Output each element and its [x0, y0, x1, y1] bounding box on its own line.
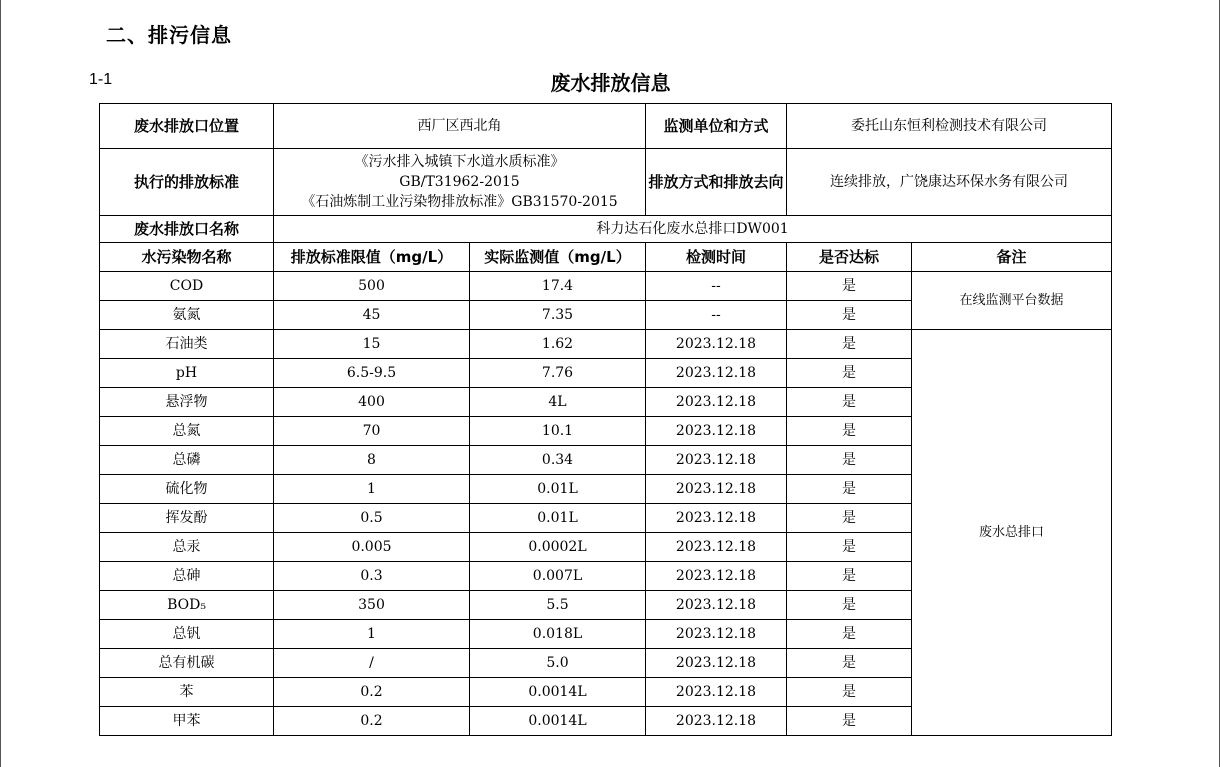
time-cell: 2023.12.18	[646, 533, 787, 562]
remarks-cell: 在线监测平台数据	[912, 272, 1112, 330]
measured-cell: 5.5	[470, 591, 646, 620]
limit-cell: 0.3	[274, 562, 470, 591]
pollutant-name-cell: 石油类	[100, 330, 274, 359]
compliance-cell: 是	[787, 533, 912, 562]
measured-cell: 0.0014L	[470, 707, 646, 736]
compliance-cell: 是	[787, 388, 912, 417]
monitoring-unit-value: 委托山东恒利检测技术有限公司	[787, 104, 1112, 149]
table-row	[100, 330, 1112, 359]
pollutant-name-cell: 硫化物	[100, 475, 274, 504]
measured-cell: 7.76	[470, 359, 646, 388]
measured-cell: 5.0	[470, 649, 646, 678]
time-cell: 2023.12.18	[646, 620, 787, 649]
discharge-mode-label: 排放方式和排放去向	[646, 149, 787, 216]
limit-cell: 1	[274, 475, 470, 504]
limit-cell: 15	[274, 330, 470, 359]
header-compliance: 是否达标	[787, 243, 912, 272]
outlet-location-label: 废水排放口位置	[100, 104, 274, 149]
page-border-left	[0, 0, 1, 767]
time-cell: 2023.12.18	[646, 562, 787, 591]
limit-cell: 500	[274, 272, 470, 301]
compliance-cell: 是	[787, 591, 912, 620]
limit-cell: 400	[274, 388, 470, 417]
compliance-cell: 是	[787, 475, 912, 504]
compliance-cell: 是	[787, 446, 912, 475]
measured-cell: 17.4	[470, 272, 646, 301]
monitoring-unit-label: 监测单位和方式	[646, 104, 787, 149]
pollutant-name-cell: BOD₅	[100, 591, 274, 620]
limit-cell: 0.005	[274, 533, 470, 562]
measured-cell: 0.34	[470, 446, 646, 475]
time-cell: 2023.12.18	[646, 504, 787, 533]
measured-cell: 1.62	[470, 330, 646, 359]
measured-cell: 7.35	[470, 301, 646, 330]
time-cell: 2023.12.18	[646, 475, 787, 504]
discharge-mode-value: 连续排放，广饶康达环保水务有限公司	[787, 149, 1112, 216]
pollutant-name-cell: pH	[100, 359, 274, 388]
limit-cell: 350	[274, 591, 470, 620]
limit-cell: 70	[274, 417, 470, 446]
pollutant-name-cell: 氨氮	[100, 301, 274, 330]
table-number: 1-1	[89, 71, 113, 88]
pollutant-name-cell: 挥发酚	[100, 504, 274, 533]
outlet-name-value: 科力达石化废水总排口DW001	[274, 216, 1112, 243]
time-cell: --	[646, 301, 787, 330]
remarks-cell: 废水总排口	[912, 330, 1112, 736]
time-cell: 2023.12.18	[646, 707, 787, 736]
compliance-cell: 是	[787, 330, 912, 359]
compliance-cell: 是	[787, 417, 912, 446]
header-remarks: 备注	[912, 243, 1112, 272]
pollutant-name-cell: 总钒	[100, 620, 274, 649]
header-measured: 实际监测值（mg/L）	[470, 243, 646, 272]
pollutant-name-cell: 悬浮物	[100, 388, 274, 417]
measured-cell: 0.007L	[470, 562, 646, 591]
standard-line-1: 《污水排入城镇下水道水质标准》	[354, 154, 565, 170]
pollutant-name-cell: 总有机碳	[100, 649, 274, 678]
time-cell: 2023.12.18	[646, 330, 787, 359]
limit-cell: 0.2	[274, 678, 470, 707]
pollutant-name-cell: 总氮	[100, 417, 274, 446]
header-pollutant: 水污染物名称	[100, 243, 274, 272]
standard-label: 执行的排放标准	[100, 149, 274, 216]
standard-value	[274, 149, 646, 216]
compliance-cell: 是	[787, 649, 912, 678]
compliance-cell: 是	[787, 678, 912, 707]
column-header-row	[100, 243, 1112, 272]
measured-cell: 0.0014L	[470, 678, 646, 707]
limit-cell: 0.2	[274, 707, 470, 736]
measured-cell: 0.0002L	[470, 533, 646, 562]
time-cell: --	[646, 272, 787, 301]
pollutant-name-cell: 总砷	[100, 562, 274, 591]
pollutant-name-cell: 总磷	[100, 446, 274, 475]
time-cell: 2023.12.18	[646, 388, 787, 417]
compliance-cell: 是	[787, 504, 912, 533]
outlet-name-label: 废水排放口名称	[100, 216, 274, 243]
limit-cell: 8	[274, 446, 470, 475]
pollutant-name-cell: 甲苯	[100, 707, 274, 736]
time-cell: 2023.12.18	[646, 678, 787, 707]
compliance-cell: 是	[787, 301, 912, 330]
header-limit: 排放标准限值（mg/L）	[274, 243, 470, 272]
time-cell: 2023.12.18	[646, 591, 787, 620]
table-row	[100, 272, 1112, 301]
standard-line-3: 《石油炼制工业污染物排放标准》GB31570-2015	[301, 194, 618, 210]
info-row-location	[100, 104, 1112, 149]
outlet-location-value: 西厂区西北角	[274, 104, 646, 149]
pollutant-name-cell: 总汞	[100, 533, 274, 562]
info-row-outlet-name	[100, 216, 1112, 243]
compliance-cell: 是	[787, 620, 912, 649]
compliance-cell: 是	[787, 707, 912, 736]
section-heading: 二、排污信息	[106, 23, 232, 47]
header-time: 检测时间	[646, 243, 787, 272]
limit-cell: /	[274, 649, 470, 678]
table-title: 废水排放信息	[550, 71, 671, 95]
time-cell: 2023.12.18	[646, 417, 787, 446]
limit-cell: 6.5-9.5	[274, 359, 470, 388]
page-border-right	[1219, 0, 1220, 767]
wastewater-discharge-table	[99, 103, 1112, 736]
time-cell: 2023.12.18	[646, 446, 787, 475]
measured-cell: 4L	[470, 388, 646, 417]
info-row-standard	[100, 149, 1112, 216]
time-cell: 2023.12.18	[646, 649, 787, 678]
pollutant-name-cell: 苯	[100, 678, 274, 707]
limit-cell: 0.5	[274, 504, 470, 533]
compliance-cell: 是	[787, 562, 912, 591]
measured-cell: 10.1	[470, 417, 646, 446]
measured-cell: 0.01L	[470, 504, 646, 533]
standard-line-2: GB/T31962-2015	[399, 174, 520, 190]
measured-cell: 0.01L	[470, 475, 646, 504]
limit-cell: 1	[274, 620, 470, 649]
measured-cell: 0.018L	[470, 620, 646, 649]
compliance-cell: 是	[787, 359, 912, 388]
time-cell: 2023.12.18	[646, 359, 787, 388]
limit-cell: 45	[274, 301, 470, 330]
compliance-cell: 是	[787, 272, 912, 301]
pollutant-name-cell: COD	[100, 272, 274, 301]
